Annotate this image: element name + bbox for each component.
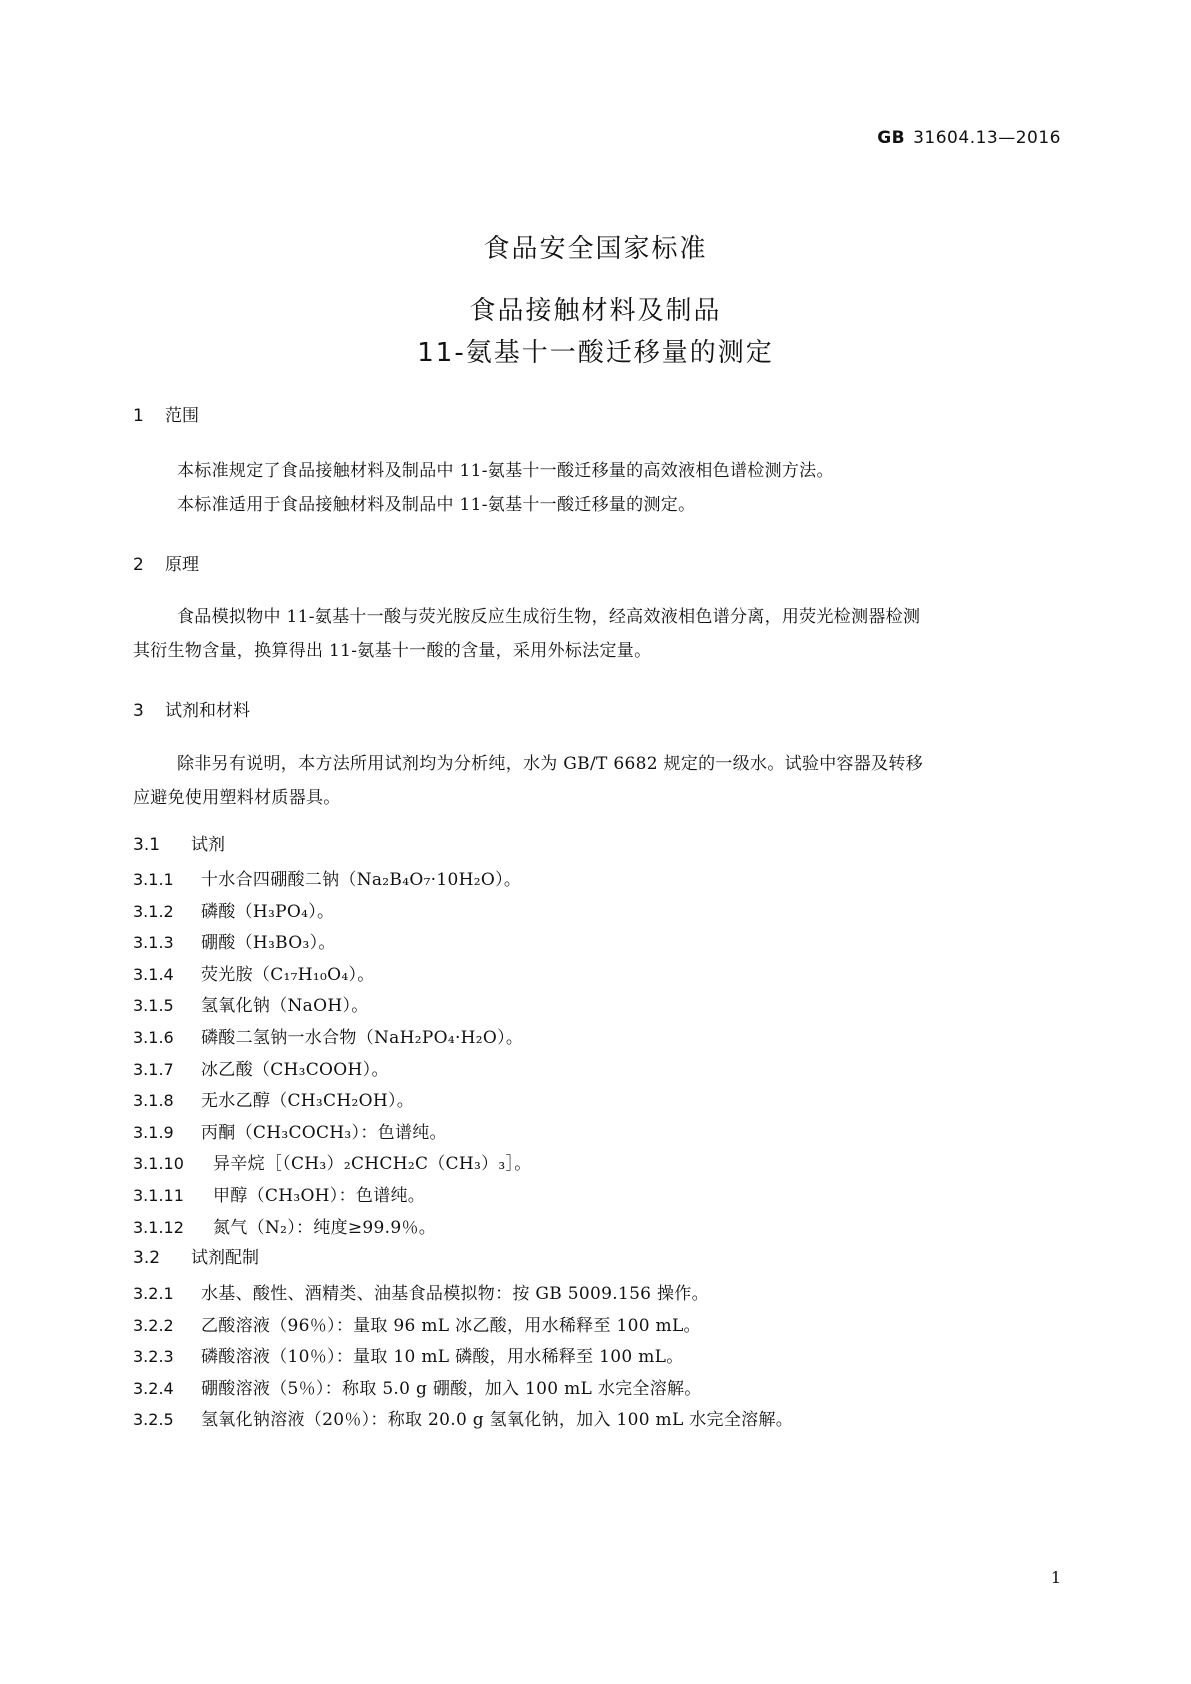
item-number: 3.1.7 xyxy=(133,1059,174,1079)
paragraph: 本标准规定了食品接触材料及制品中 11-氨基十一酸迁移量的高效液相色谱检测方法。 xyxy=(177,461,834,481)
section-title: 原理 xyxy=(165,555,199,575)
item-text: 氢氧化钠溶液（20％）：称取 20.0 g 氢氧化钠，加入 100 mL 水完全溶解。 xyxy=(201,1410,794,1431)
title-line-2: 食品接触材料及制品 xyxy=(469,296,722,326)
section-title: 范围 xyxy=(165,406,199,426)
section-3-heading xyxy=(133,696,250,721)
item-number: 3.2.2 xyxy=(133,1315,174,1335)
standard-code xyxy=(877,128,1061,148)
list-item xyxy=(133,1148,1058,1180)
item-number: 3.1.9 xyxy=(133,1122,174,1142)
item-text: 磷酸（H₃PO₄）。 xyxy=(201,901,335,922)
item-number: 3.2.5 xyxy=(133,1410,174,1430)
list-item xyxy=(133,959,1058,991)
list-item xyxy=(133,896,1058,928)
paragraph-line: 食品模拟物中 11-氨基十一酸与荧光胺反应生成衍生物，经高效液相色谱分离，用荧光检测器检测 xyxy=(177,607,921,627)
item-number: 3.1.6 xyxy=(133,1027,174,1047)
item-text: 无水乙醇（CH₃CH₂OH）。 xyxy=(201,1091,415,1112)
list-item xyxy=(133,1310,1058,1342)
item-text: 乙酸溶液（96％）：量取 96 mL 冰乙酸，用水稀释至 100 mL。 xyxy=(201,1315,701,1336)
item-number: 3.1.8 xyxy=(133,1091,174,1111)
item-text: 异辛烷［（CH₃）₂CHCH₂C（CH₃）₃］。 xyxy=(213,1154,532,1175)
item-number: 3.2.3 xyxy=(133,1347,174,1367)
item-number: 3.1.2 xyxy=(133,901,174,921)
item-text: 水基、酸性、酒精类、油基食品模拟物：按 GB 5009.156 操作。 xyxy=(201,1284,709,1304)
section-3-body xyxy=(133,747,1058,815)
standard-number: 31604.13—2016 xyxy=(913,128,1061,148)
list-item xyxy=(133,1117,1058,1149)
reagent-preparation-list xyxy=(133,1278,1058,1436)
title-line-3: 11-氨基十一酸迁移量的测定 xyxy=(417,338,774,368)
item-number: 3.1.12 xyxy=(133,1217,184,1237)
list-item xyxy=(133,1341,1058,1373)
item-text: 硼酸（H₃BO₃）。 xyxy=(201,933,336,954)
section-2-heading xyxy=(133,550,199,575)
item-number: 3.1.1 xyxy=(133,870,174,889)
item-number: 3.1.3 xyxy=(133,933,174,953)
list-item xyxy=(133,927,1058,959)
section-number: 3 xyxy=(133,701,144,721)
standard-prefix: GB xyxy=(877,128,906,148)
item-number: 3.1.11 xyxy=(133,1185,184,1205)
list-item xyxy=(133,1180,1058,1212)
list-item xyxy=(133,1404,1058,1436)
item-number: 3.1.10 xyxy=(133,1154,184,1174)
section-3-2-heading xyxy=(133,1243,259,1268)
item-text: 冰乙酸（CH₃COOH）。 xyxy=(201,1059,389,1080)
list-item xyxy=(133,1054,1058,1086)
item-text: 硼酸溶液（5％）：称取 5.0 g 硼酸，加入 100 mL 水完全溶解。 xyxy=(201,1378,702,1399)
section-number: 3.1 xyxy=(133,835,161,855)
section-1-heading xyxy=(133,401,199,426)
list-item xyxy=(133,990,1058,1022)
list-item xyxy=(133,1212,1058,1244)
item-text: 十水合四硼酸二钠（Na₂B₄O₇·10H₂O）。 xyxy=(201,870,522,890)
section-number: 3.2 xyxy=(133,1248,161,1268)
paragraph-line: 其衍生物含量，换算得出 11-氨基十一酸的含量，采用外标法定量。 xyxy=(133,641,652,661)
section-title: 试剂和材料 xyxy=(165,701,250,721)
paragraph: 本标准适用于食品接触材料及制品中 11-氨基十一酸迁移量的测定。 xyxy=(177,495,696,515)
section-title: 试剂配制 xyxy=(191,1248,259,1268)
item-text: 荧光胺（C₁₇H₁₀O₄）。 xyxy=(201,964,375,985)
paragraph-line: 应避免使用塑料材质器具。 xyxy=(133,788,341,808)
list-item xyxy=(133,1278,1058,1310)
section-title: 试剂 xyxy=(191,835,225,855)
section-number: 2 xyxy=(133,555,144,575)
list-item xyxy=(133,1373,1058,1405)
item-text: 磷酸二氢钠一水合物（NaH₂PO₄·H₂O）。 xyxy=(201,1027,524,1048)
reagent-list xyxy=(133,864,1058,1243)
title-line-1: 食品安全国家标准 xyxy=(483,234,708,264)
item-text: 氮气（N₂）：纯度≥99.9％。 xyxy=(213,1217,437,1238)
item-text: 丙酮（CH₃COCH₃）：色谱纯。 xyxy=(201,1122,447,1143)
section-1-body xyxy=(133,454,1058,522)
section-3-1-heading xyxy=(133,830,225,855)
item-number: 3.2.4 xyxy=(133,1378,174,1398)
item-number: 3.1.4 xyxy=(133,964,174,984)
section-number: 1 xyxy=(133,406,144,426)
item-number: 3.1.5 xyxy=(133,996,174,1016)
item-number: 3.2.1 xyxy=(133,1284,174,1303)
list-item xyxy=(133,1022,1058,1054)
section-2-body xyxy=(133,600,1058,668)
page-number: 1 xyxy=(1050,1568,1061,1587)
item-text: 磷酸溶液（10％）：量取 10 mL 磷酸，用水稀释至 100 mL。 xyxy=(201,1347,684,1368)
list-item xyxy=(133,1085,1058,1117)
paragraph-line: 除非另有说明，本方法所用试剂均为分析纯，水为 GB/T 6682 规定的一级水。试验中容器及转移 xyxy=(177,754,924,774)
item-text: 甲醇（CH₃OH）：色谱纯。 xyxy=(213,1185,426,1206)
list-item xyxy=(133,864,1058,896)
item-text: 氢氧化钠（NaOH）。 xyxy=(201,996,369,1017)
